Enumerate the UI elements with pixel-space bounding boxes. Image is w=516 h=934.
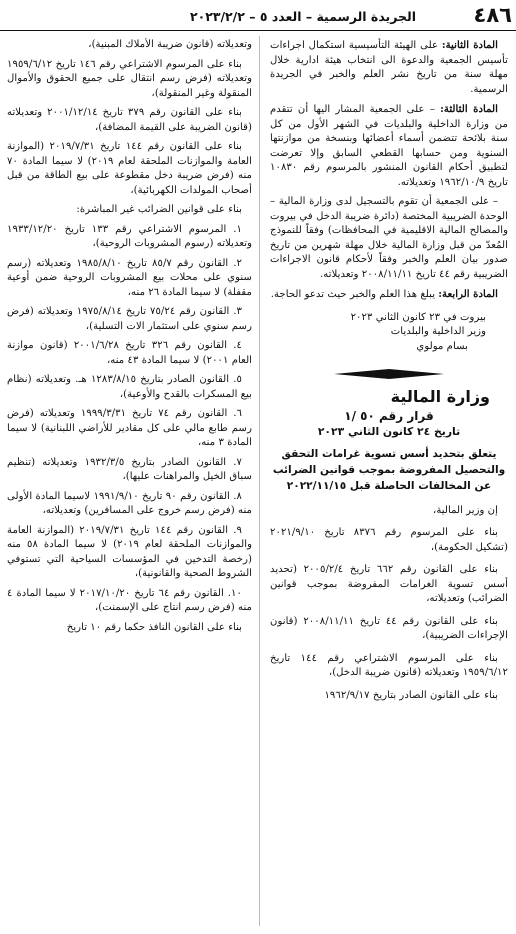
reference-item: بناء على القانون النافذ حكما رقم ١٠ تاريخ [66,621,242,633]
continued-fragment: وتعديلاته (قانون ضريبة الأملاك المبنية)، [88,39,252,50]
numbered-item: ٢. القانون رقم ٨٥/٧ تاريخ ١٩٨٥/٨/١٠ وتعديلاته (رسم سنوي على محلات بيع المشروبات الروحية ضمن أوعية مقفلة) لا سيما المادة ٢٦ منه، [7,257,252,298]
decision-date: تاريخ ٢٤ كانون الثاني ٢٠٢٣ [317,425,461,438]
left-column [7,38,252,926]
numbered-item: ١٠. القانون رقم ٦٤ تاريخ ٢٠١٧/١٠/٢٠ لا سيما المادة ٤ منه (فرض رسم انتاج على الإسمنت)، [7,587,252,613]
article-label: المادة الثالثة: [440,103,498,115]
numbered-item: ١. المرسوم الاشتراعي رقم ١٣٣ تاريخ ١٩٣٣/١٢/٢٠ وتعديلاته (رسوم المشروبات الروحية)، [7,223,252,249]
reference-item: بناء على القانون رقم ٣٧٩ تاريخ ٢٠٠١/١٢/١٤ وتعديلاته (قانون الضريبة على القيمة المضافة)، [7,107,252,133]
page-number: ٤٨٦ [473,3,512,27]
article-4 [270,287,508,303]
reference-item: بناء على المرسوم رقم ٨٣٧٦ تاريخ ٢٠٢١/٩/١٠ (تشكيل الحكومة)، [270,527,508,553]
article-text: – على الجمعية المشار اليها أن تتقدم من وزارة الداخلية والبلديات في الشهر الأول من كل سنة بلائحة تتضمن أسماء أعضائها وبنسخة من موازنتها السنوية ومن حسابها القطعي السابق وإلا تعرضت لتطبيق أحكام القانون المنشور بالمرسوم رقم ١٠٨٣٠ تاريخ ١٩٦٢/١٠/٩ وتعديلاته. [270,104,508,188]
reference-item: بناء على المرسوم الاشتراعي رقم ١٤٦ تاريخ ١٩٥٩/٦/١٢ وتعديلاته (فرض رسم انتقال على جميع الحقوق والأموال المنقولة وغير المنقولة)، [7,58,252,99]
signature-place-date: بيروت في ٢٣ كانون الثاني ٢٠٢٣ [350,311,486,323]
reference-item: بناء على القانون الصادر بتاريخ ١٩٦٢/٩/١٧ [324,689,498,701]
preamble: إن وزير المالية، [433,504,498,516]
reference-item: بناء على القانون رقم ٤٤ تاريخ ٢٠٠٨/١١/١١ (قانون الإجراءات الضريبية)، [270,615,508,641]
column-divider [259,36,260,926]
signature-title: وزير الداخلية والبلديات [390,326,486,337]
indirect-taxes-intro: بناء على قوانين الضرائب غير المباشرة: [76,204,242,215]
numbered-item: ٤. القانون رقم ٣٢٦ تاريخ ٢٠٠١/٦/٢٨ (قانون موازنة العام ٢٠٠١) لا سيما المادة ٤٣ منه، [7,340,252,366]
decision-number: قرار رقم ٥٠ /١ [344,408,434,423]
numbered-item: ٩. القانون رقم ١٤٤ تاريخ ٢٠١٩/٧/٣١ (الموازنة العامة والموازنات الملحقة لعام ٢٠١٩) لا سيما المادة ٥٨ منه (رخصة التدخين في المؤسسات السياحية التي تستوفي الشروط الصحية والقانونية)، [7,524,252,579]
signature-block [270,311,508,355]
running-title: الجريدة الرسمية – العدد ٥ – ٢٠٢٣/٢/٢ [189,9,416,24]
page-header [0,0,516,31]
article-label: المادة الثانية: [441,39,498,51]
numbered-item: ٧. القانون الصادر بتاريخ ١٩٣٢/٣/٥ وتعديلاته (تنظيم سباق الخيل والمراهنات عليها)، [7,456,252,482]
numbered-item: ٥. القانون الصادر بتاريخ ١٢٨٣/٨/١٥ هـ. وتعديلاته (نظام بيع المسكرات بالقدح والأوعية)، [7,374,252,400]
article-label: المادة الرابعة: [438,288,498,300]
section-title: وزارة المالية [390,387,490,406]
right-column [270,38,508,926]
article-text: على الهيئة التأسيسية استكمال اجراءات تأسيس الجمعية والدعوة الى انتخاب هيئة ادارية خلال مهلة سنة من تاريخ نشر العلم والخبر في الجريدة الرسمية. [270,40,508,95]
reference-item: بناء على القانون رقم ١٤٤ تاريخ ٢٠١٩/٧/٣١ (الموازنة العامة والموازنات الملحقة لعام ٢٠١٩) لا سيما المادة ٧٠ منه (فرض ضريبة دخل مقطوعة على بيع الطاقة من قبل أصحاب المولدات الكهربائية)، [7,141,252,196]
section-divider-ornament [334,368,444,380]
numbered-item: ٣. القانون رقم ٧٥/٢٤ تاريخ ١٩٧٥/٨/١٤ وتعديلاته (فرض رسم سنوي على استثمار الات التسلية)، [7,306,252,332]
signature-name: بسام مولوي [416,340,468,352]
decision-subject: يتعلق بتحديد أسس تسوية غرامات التحقق والتحصيل المفروضة بموجب قوانين الضرائب عن المخالفات الحاصلة قبل ٢٠٢٢/١١/١٥ [272,447,506,492]
article-text: يبلغ هذا العلم والخبر حيث تدعو الحاجة. [270,289,439,300]
article-3 [270,102,508,190]
reference-item: بناء على القانون رقم ٦٦٢ تاريخ ٢٠٠٥/٢/٤ (تحديد أسس تسوية الغرامات المفروضة بموجب قوانين الضرائب) وتعديلاته، [270,564,508,604]
numbered-item: ٨. القانون رقم ٩٠ تاريخ ١٩٩١/٩/١٠ لاسيما المادة الأولى منه (فرض رسم خروج على المسافرين) وتعديلاته، [7,490,252,516]
article-2 [270,38,508,97]
reference-item: بناء على المرسوم الاشتراعي رقم ١٤٤ تاريخ ١٩٥٩/٦/١٢ وتعديلاته (قانون ضريبة الدخل)، [270,652,508,678]
article-3-continued: – على الجمعية أن تقوم بالتسجيل لدى وزارة المالية – الوحدة الضريبية المختصة (دائرة ضريبة الدخل في بيروت والمصالح المالية الاقليمية في المحافظات) وفقاً للنموذج المُعدّ من قبل وزارة المالية خلال مهلة شهرين من تاريخ صدور بيان العلم والخبر وفقاً لأحكام قانون الاجراءات الضريبية رقم ٤٤ تاريخ ٢٠٠٨/١١/١١ وتعديلاته. [270,196,508,280]
numbered-item: ٦. القانون رقم ٧٤ تاريخ ١٩٩٩/٣/٣١ وتعديلاته (فرض رسم طابع مالي على كل مقادير للأراضي اللبنانية) لا سيما المادة ٣ منه، [7,408,252,448]
